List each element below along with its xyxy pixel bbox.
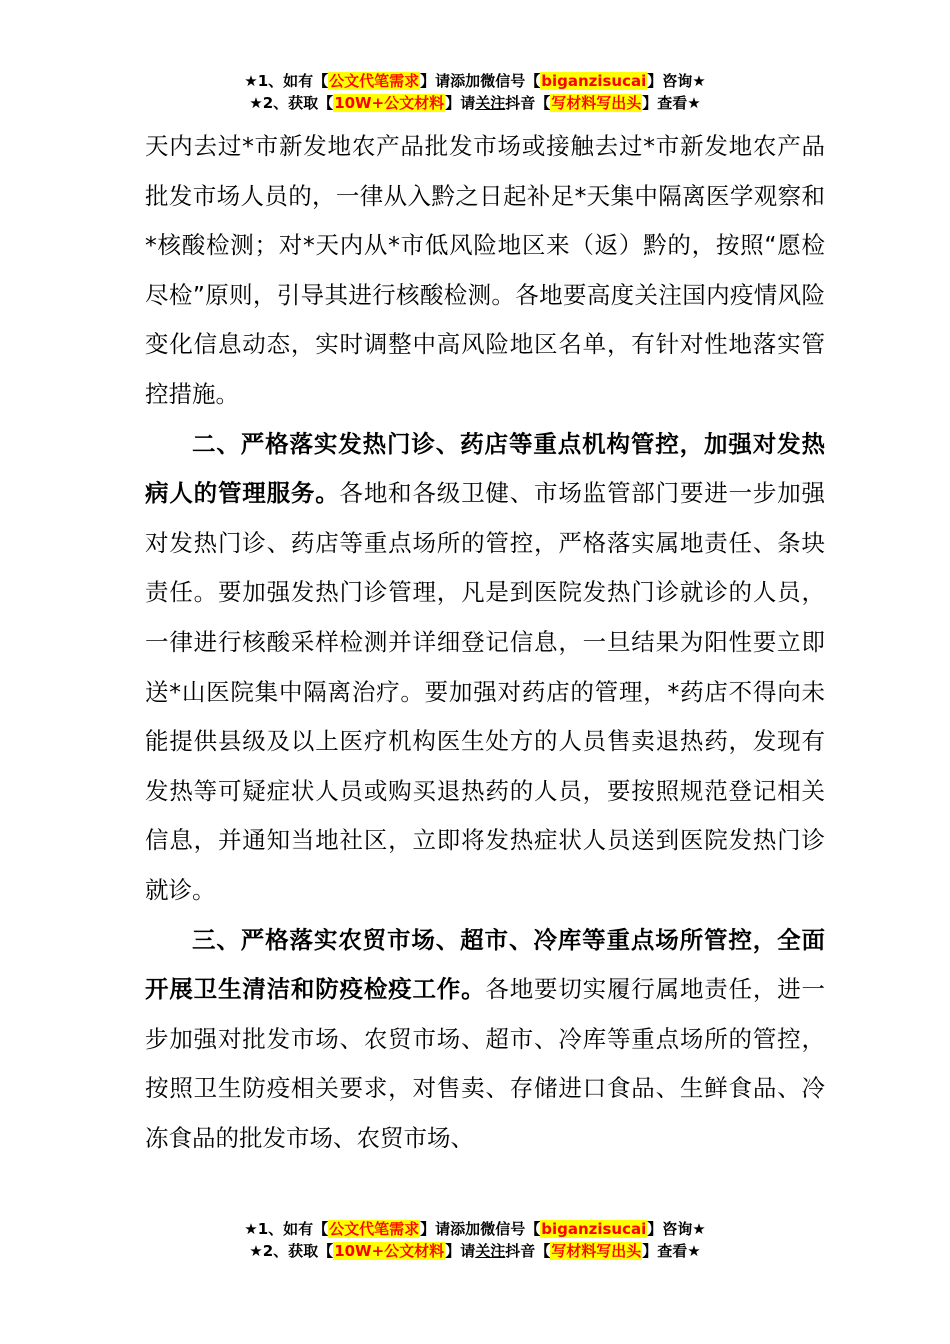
promo-text: ★1、如有【: [244, 72, 329, 90]
promo-text: 微信号【: [480, 1220, 541, 1238]
promo-highlight: 10W+公文材料: [334, 94, 445, 112]
promo-text: 】咨询★: [647, 1220, 706, 1238]
document-body: [145, 122, 825, 1163]
section-heading: 三、严格落实农贸市场、超市、冷库等重点场所管控，全面开展卫生清洁和防疫检疫工作。: [145, 925, 825, 1004]
promo-text: 】查看★: [642, 1242, 701, 1260]
promo-highlight: 公文代笔需求: [329, 72, 420, 90]
promo-text: 抖音【: [505, 94, 551, 112]
promo-underline: 关注: [475, 94, 506, 112]
promo-text: ★2、获取【: [249, 1242, 334, 1260]
promo-line-1: [0, 70, 950, 92]
promo-text: 】查看★: [642, 94, 701, 112]
promo-highlight: 10W+公文材料: [334, 1242, 445, 1260]
promo-text: ★1、如有【: [244, 1220, 329, 1238]
promo-wechat-id: biganzisucai: [541, 1220, 647, 1238]
paragraph-section-3: [145, 916, 825, 1164]
promo-text: 】咨询★: [647, 72, 706, 90]
promo-text: 】请: [445, 1242, 476, 1260]
promo-highlight: 公文代笔需求: [329, 1220, 420, 1238]
bottom-promo-banner: [0, 1218, 950, 1262]
paragraph-continued: 天内去过*市新发地农产品批发市场或接触去过*市新发地农产品批发市场人员的，一律从入黔之日起补足*天集中隔离医学观察和*核酸检测；对*天内从*市低风险地区来（返）黔的，按照“愿检尽检”原则，引导其进行核酸检测。各地要高度关注国内疫情风险变化信息动态，实时调整中高风险地区名单，有针对性地落实管控措施。: [145, 132, 825, 408]
promo-text: 】请添加: [420, 1220, 481, 1238]
section-text: 各地要切实履行属地责任，进一步加强对批发市场、农贸市场、超市、冷库等重点场所的管控，按照卫生防疫相关要求，对售卖、存储进口食品、生鲜食品、冷冻食品的批发市场、农贸市场、: [145, 975, 826, 1152]
paragraph-section-2: [145, 420, 825, 916]
promo-wechat-id: biganzisucai: [541, 72, 647, 90]
promo-line-2: [0, 1240, 950, 1262]
promo-douyin-id: 写材料写出头: [551, 94, 642, 112]
section-text: 各地和各级卫健、市场监管部门要进一步加强对发热门诊、药店等重点场所的管控，严格落实属地责任、条块责任。要加强发热门诊管理，凡是到医院发热门诊就诊的人员，一律进行核酸采样检测并详细登记信息，一旦结果为阳性要立即送*山医院集中隔离治疗。要加强对药店的管理，*药店不得向未能提供县级及以上医疗机构医生处方的人员售卖退热药，发现有发热等可疑症状人员或购买退热药的人员，要按照规范登记相关信息，并通知当地社区，立即将发热症状人员送到医院发热门诊就诊。: [145, 479, 826, 904]
promo-line-1: [0, 1218, 950, 1240]
promo-text: 微信号【: [480, 72, 541, 90]
top-promo-banner: [0, 70, 950, 114]
promo-text: 】请: [445, 94, 476, 112]
promo-line-2: [0, 92, 950, 114]
promo-underline: 关注: [475, 1242, 506, 1260]
promo-text: 抖音【: [505, 1242, 551, 1260]
promo-text: ★2、获取【: [249, 94, 334, 112]
promo-douyin-id: 写材料写出头: [551, 1242, 642, 1260]
promo-text: 】请添加: [420, 72, 481, 90]
section-heading: 二、严格落实发热门诊、药店等重点机构管控，加强对发热病人的管理服务。: [145, 429, 825, 508]
